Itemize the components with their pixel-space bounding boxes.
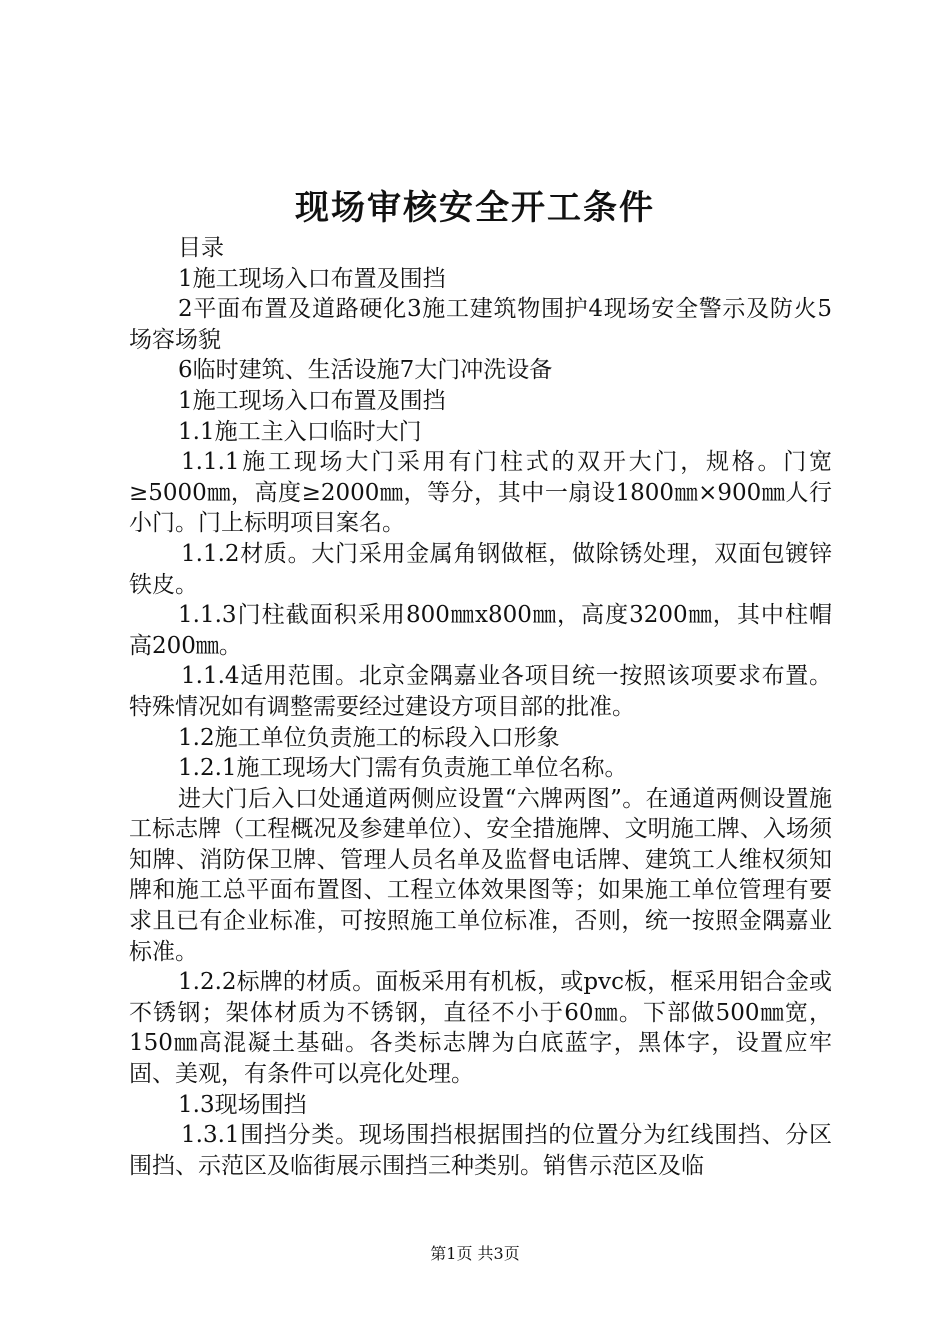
paragraph-toc-item: 2平面布置及道路硬化3施工建筑物围护4现场安全警示及防火5场容场貌 <box>129 296 832 353</box>
subsection-heading: 1.2施工单位负责施工的标段入口形象 <box>178 724 560 751</box>
paragraph-toc-item: 6临时建筑、生活设施7大门冲洗设备 <box>178 357 553 384</box>
paragraph: 1.3.1围挡分类。现场围挡根据围挡的位置分为红线围挡、分区围挡、示范区及临街展示围挡三种类别。销售示范区及临 <box>129 1122 832 1179</box>
paragraph: 1.1.2材质。大门采用金属角钢做框，做除锈处理，双面包镀锌铁皮。 <box>129 540 832 598</box>
document-body <box>129 233 832 1181</box>
paragraph: 1.1.1施工现场大门采用有门柱式的双开大门，规格。门宽≥5000㎜，高度≥2000㎜，等分，其中一扇设1800㎜×900㎜人行小门。门上标明项目案名。 <box>129 449 832 537</box>
paragraph: 进大门后入口处通道两侧应设置“六牌两图”。在通道两侧设置施工标志牌（工程概况及参建单位）、安全措施牌、文明施工牌、入场须知牌、消防保卫牌、管理人员名单及监督电话牌、建筑工人维权须知牌和施工总平面布置图、工程立体效果图等；如果施工单位管理有要求且已有企业标准，可按照施工单位标准，否则，统一按照金隅嘉业标准。 <box>129 785 832 965</box>
paragraph-toc-heading: 目录 <box>178 235 224 261</box>
page-footer: 第1页 共3页 <box>430 1244 520 1263</box>
document-title: 现场审核安全开工条件 <box>295 188 655 228</box>
paragraph-toc-item: 1施工现场入口布置及围挡 <box>178 265 446 292</box>
paragraph: 1.2.2标牌的材质。面板采用有机板，或pvc板，框采用铝合金或不锈钢；架体材质为不锈钢，直径不小于60㎜。下部做500㎜宽，150㎜高混凝土基础。各类标志牌为白底蓝字，黑体字，设置应牢固、美观，有条件可以亮化处理。 <box>129 969 832 1088</box>
paragraph: 1.2.1施工现场大门需有负责施工单位名称。 <box>178 755 628 782</box>
paragraph: 1.1.3门柱截面积采用800㎜x800㎜，高度3200㎜，其中柱帽高200㎜。 <box>129 602 832 659</box>
subsection-heading: 1.1施工主入口临时大门 <box>178 418 422 445</box>
section-heading: 1施工现场入口布置及围挡 <box>178 387 446 414</box>
subsection-heading: 1.3现场围挡 <box>178 1091 307 1118</box>
paragraph: 1.1.4适用范围。北京金隅嘉业各项目统一按照该项要求布置。特殊情况如有调整需要经过建设方项目部的批准。 <box>129 663 832 720</box>
